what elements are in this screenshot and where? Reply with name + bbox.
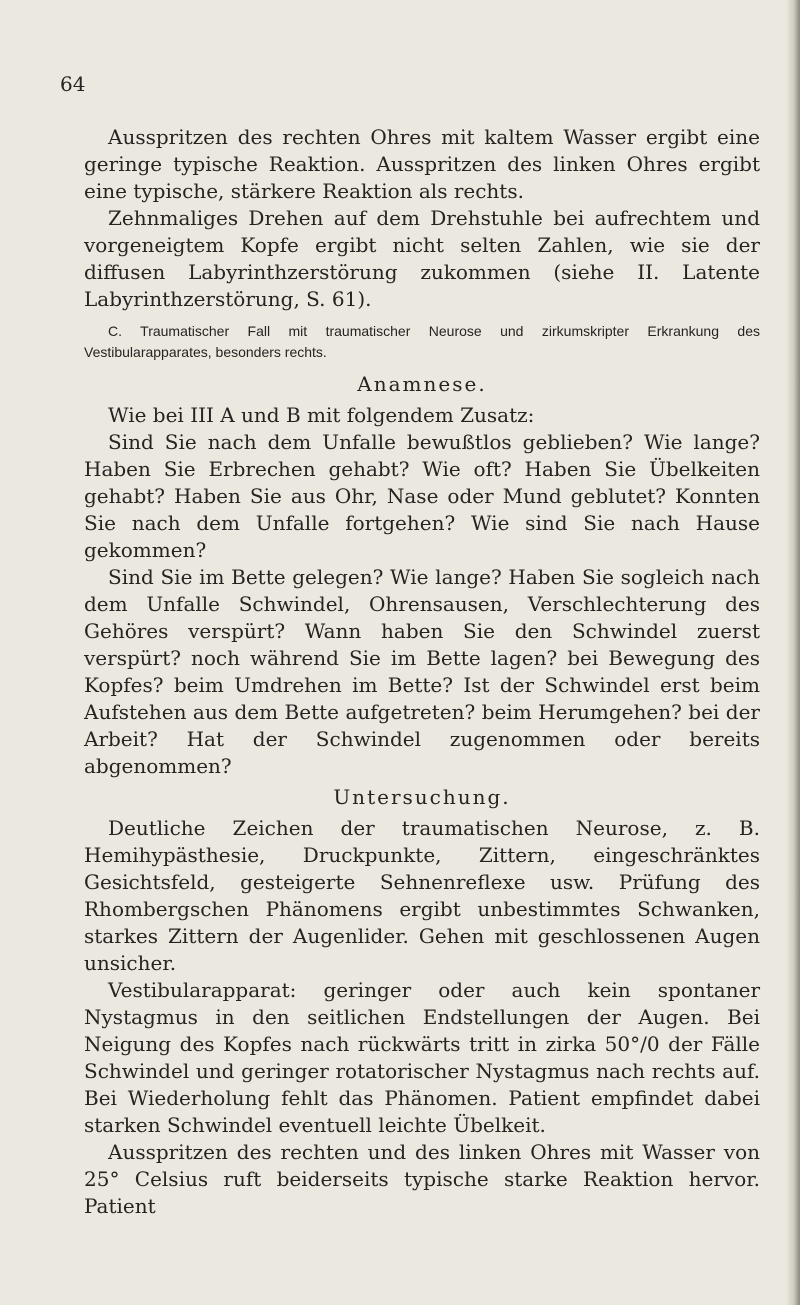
heading-untersuchung: Untersuchung.	[333, 785, 511, 809]
paragraph-anamnese-intro: Wie bei III A und B mit folgendem Zusatz:	[108, 403, 535, 427]
paragraph-cold-water-test: Ausspritzen des rechten Ohres mit kaltem Wasser ergibt eine geringe typische Reaktion. Ausspritzen des linken Ohres ergibt eine typische, stärkere Reaktion als rechts.	[84, 125, 760, 203]
heading-anamnese: Anamnese.	[357, 372, 487, 396]
paragraph-vestibular-apparatus: Vestibularapparat: geringer oder auch kein spontaner Nystagmus in den seitlichen Endstellungen der Augen. Bei Neigung des Kopfes nach rückwärts tritt in zirka 50°/0 der Fälle Schwindel und geringer rotatorischer Nystagmus nach rechts auf. Bei Wiederholung fehlt das Phänomen. Patient empfindet dabei starken Schwindel eventuell leichte Übelkeit.	[84, 978, 760, 1137]
page-number: 64	[60, 72, 86, 96]
paragraph-rotation-test: Zehnmaliges Drehen auf dem Drehstuhle bei aufrechtem und vorgeneigtem Kopfe ergibt nicht selten Zahlen, wie sie der diffusen Labyrinthzerstörung zukommen (siehe II. Latente Labyrinthzerstörung, S. 61).	[84, 206, 760, 311]
page-edge-shadow	[786, 0, 800, 1305]
page-body	[84, 124, 760, 1220]
section-c-heading: C. Traumatischer Fall mit traumatischer Neurose und zirkumskripter Erkrankung des Vestibularapparates, besonders rechts.	[84, 323, 760, 360]
paragraph-anamnese-questions-1: Sind Sie nach dem Unfalle bewußtlos geblieben? Wie lange? Haben Sie Erbrechen gehabt? Wie oft? Haben Sie Übelkeiten gehabt? Haben Sie aus Ohr, Nase oder Mund geblutet? Konnten Sie nach dem Unfalle fortgehen? Wie sind Sie nach Hause gekommen?	[84, 430, 760, 562]
paragraph-water-test: Ausspritzen des rechten und des linken Ohres mit Wasser von 25° Celsius ruft beiderseits typische starke Reaktion hervor. Patient	[84, 1140, 760, 1218]
paragraph-neurosis-signs: Deutliche Zeichen der traumatischen Neurose, z. B. Hemihypästhesie, Druckpunkte, Zittern, eingeschränktes Gesichtsfeld, gesteigerte Sehnenreflexe usw. Prüfung des Rhombergschen Phänomens ergibt unbestimmtes Schwanken, starkes Zittern der Augenlider. Gehen mit geschlossenen Augen unsicher.	[84, 816, 760, 975]
paragraph-anamnese-questions-2: Sind Sie im Bette gelegen? Wie lange? Haben Sie sogleich nach dem Unfalle Schwindel, Ohrensausen, Verschlechterung des Gehöres verspürt? Wann haben Sie den Schwindel zuerst verspürt? noch während Sie im Bette lagen? bei Bewegung des Kopfes? beim Umdrehen im Bette? Ist der Schwindel erst beim Aufstehen aus dem Bette aufgetreten? beim Herumgehen? bei der Arbeit? Hat der Schwindel zugenommen oder bereits abgenommen?	[84, 565, 760, 778]
